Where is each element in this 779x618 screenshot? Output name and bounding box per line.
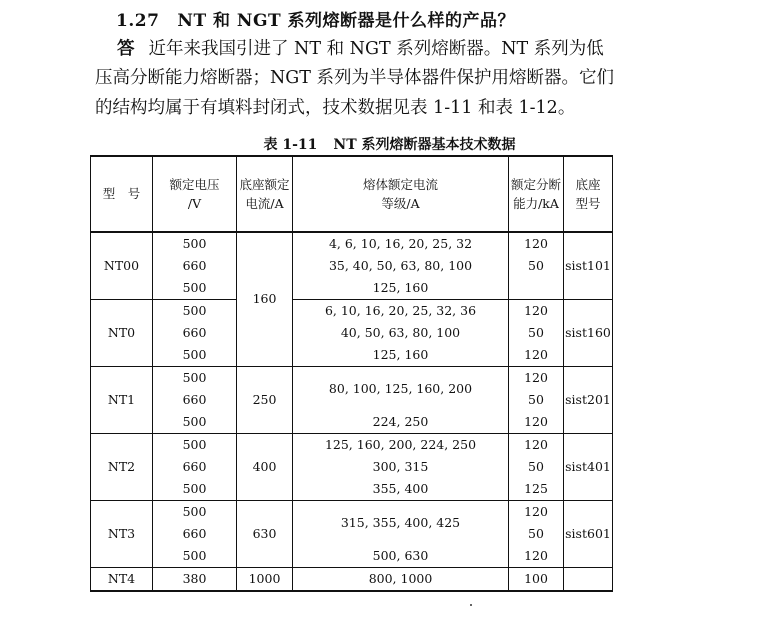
header-voltage: 额定电压 /V — [153, 156, 237, 232]
paragraph-line-2: 压高分断能力熔断器；NGT 系列为半导体器件保护用熔断器。它们 — [95, 68, 615, 88]
base-model-cell — [564, 568, 613, 592]
voltage-cell: 500 — [153, 545, 237, 568]
voltage-cell: 660 — [153, 456, 237, 478]
fuse-current-cell: 500, 630 — [293, 545, 509, 568]
fuse-current-cell: 224, 250 — [293, 411, 509, 434]
table-title: NT 系列熔断器基本技术数据 — [333, 137, 516, 153]
table-row — [91, 300, 613, 323]
fuse-current-cell: 125, 160 — [293, 344, 509, 367]
base-model-cell: sist601 — [564, 501, 613, 568]
section-number: 1.27 — [116, 11, 160, 31]
table-row — [91, 255, 613, 277]
voltage-cell: 500 — [153, 501, 237, 524]
voltage-cell: 660 — [153, 389, 237, 411]
voltage-cell: 500 — [153, 277, 237, 300]
model-cell: NT00 — [91, 232, 153, 300]
model-cell: NT0 — [91, 300, 153, 367]
voltage-cell: 500 — [153, 411, 237, 434]
breaking-cell: 50 — [509, 322, 564, 344]
spec-table — [90, 155, 613, 592]
fuse-current-cell: 35, 40, 50, 63, 80, 100 — [293, 255, 509, 277]
scan-speck — [470, 604, 472, 606]
base-model-cell: sist160 — [564, 300, 613, 367]
voltage-cell: 380 — [153, 568, 237, 592]
header-model: 型 号 — [91, 156, 153, 232]
paragraph-line-1 — [95, 35, 735, 60]
voltage-cell: 500 — [153, 232, 237, 255]
voltage-cell: 660 — [153, 523, 237, 545]
voltage-cell: 660 — [153, 255, 237, 277]
table-row — [91, 501, 613, 524]
base-model-cell: sist201 — [564, 367, 613, 434]
paragraph-text-1: 近年来我国引进了 NT 和 NGT 系列熔断器。NT 系列为低 — [148, 39, 604, 59]
base-current-cell: 250 — [237, 367, 293, 434]
table-row — [91, 367, 613, 390]
fuse-current-cell: 40, 50, 63, 80, 100 — [293, 322, 509, 344]
breaking-cell: 120 — [509, 300, 564, 323]
fuse-current-cell: 300, 315 — [293, 456, 509, 478]
fuse-current-cell: 6, 10, 16, 20, 25, 32, 36 — [293, 300, 509, 323]
table-row — [91, 344, 613, 367]
answer-label: 答 — [117, 39, 135, 59]
voltage-cell: 500 — [153, 344, 237, 367]
fuse-current-cell: 4, 6, 10, 16, 20, 25, 32 — [293, 232, 509, 255]
breaking-cell: 120 — [509, 545, 564, 568]
table-caption — [0, 134, 779, 154]
model-cell: NT4 — [91, 568, 153, 592]
table-row — [91, 434, 613, 457]
table-header-row — [91, 156, 613, 232]
fuse-current-cell: 125, 160, 200, 224, 250 — [293, 434, 509, 457]
table-row — [91, 456, 613, 478]
breaking-cell: 120 — [509, 344, 564, 367]
voltage-cell: 500 — [153, 300, 237, 323]
header-base-current: 底座额定 电流/A — [237, 156, 293, 232]
breaking-cell: 50 — [509, 523, 564, 545]
breaking-cell: 50 — [509, 456, 564, 478]
breaking-cell: 125 — [509, 478, 564, 501]
header-base-model: 底座 型号 — [564, 156, 613, 232]
fuse-current-cell: 125, 160 — [293, 277, 509, 300]
table-row — [91, 277, 613, 300]
table-number: 表 1-11 — [263, 137, 318, 153]
breaking-cell: 50 — [509, 389, 564, 411]
fuse-current-cell: 80, 100, 125, 160, 200 — [293, 367, 509, 412]
model-cell: NT3 — [91, 501, 153, 568]
section-heading — [116, 6, 515, 31]
voltage-cell: 500 — [153, 367, 237, 390]
base-current-cell: 400 — [237, 434, 293, 501]
model-cell: NT2 — [91, 434, 153, 501]
table-row — [91, 232, 613, 255]
voltage-cell: 500 — [153, 434, 237, 457]
breaking-cell: 120 — [509, 501, 564, 524]
table-row — [91, 322, 613, 344]
breaking-cell: 120 — [509, 367, 564, 390]
base-current-cell: 630 — [237, 501, 293, 568]
breaking-cell: 120 — [509, 434, 564, 457]
header-fuse-current: 熔体额定电流 等级/A — [293, 156, 509, 232]
fuse-current-cell: 355, 400 — [293, 478, 509, 501]
base-model-cell: sist401 — [564, 434, 613, 501]
breaking-cell — [509, 277, 564, 300]
table-row — [91, 545, 613, 568]
breaking-cell: 100 — [509, 568, 564, 592]
base-current-cell: 160 — [237, 232, 293, 367]
base-model-cell: sist101 — [564, 232, 613, 300]
fuse-current-cell: 800, 1000 — [293, 568, 509, 592]
voltage-cell: 660 — [153, 322, 237, 344]
table-row — [91, 568, 613, 592]
breaking-cell: 120 — [509, 411, 564, 434]
fuse-current-cell: 315, 355, 400, 425 — [293, 501, 509, 546]
base-current-cell: 1000 — [237, 568, 293, 592]
table-row — [91, 411, 613, 434]
table-row — [91, 478, 613, 501]
voltage-cell: 500 — [153, 478, 237, 501]
breaking-cell: 50 — [509, 255, 564, 277]
section-title: NT 和 NGT 系列熔断器是什么样的产品？ — [177, 11, 516, 31]
breaking-cell: 120 — [509, 232, 564, 255]
paragraph-line-3: 的结构均属于有填料封闭式，技术数据见表 1-11 和表 1-12。 — [95, 98, 576, 118]
model-cell: NT1 — [91, 367, 153, 434]
header-breaking-capacity: 额定分断 能力/kA — [509, 156, 564, 232]
